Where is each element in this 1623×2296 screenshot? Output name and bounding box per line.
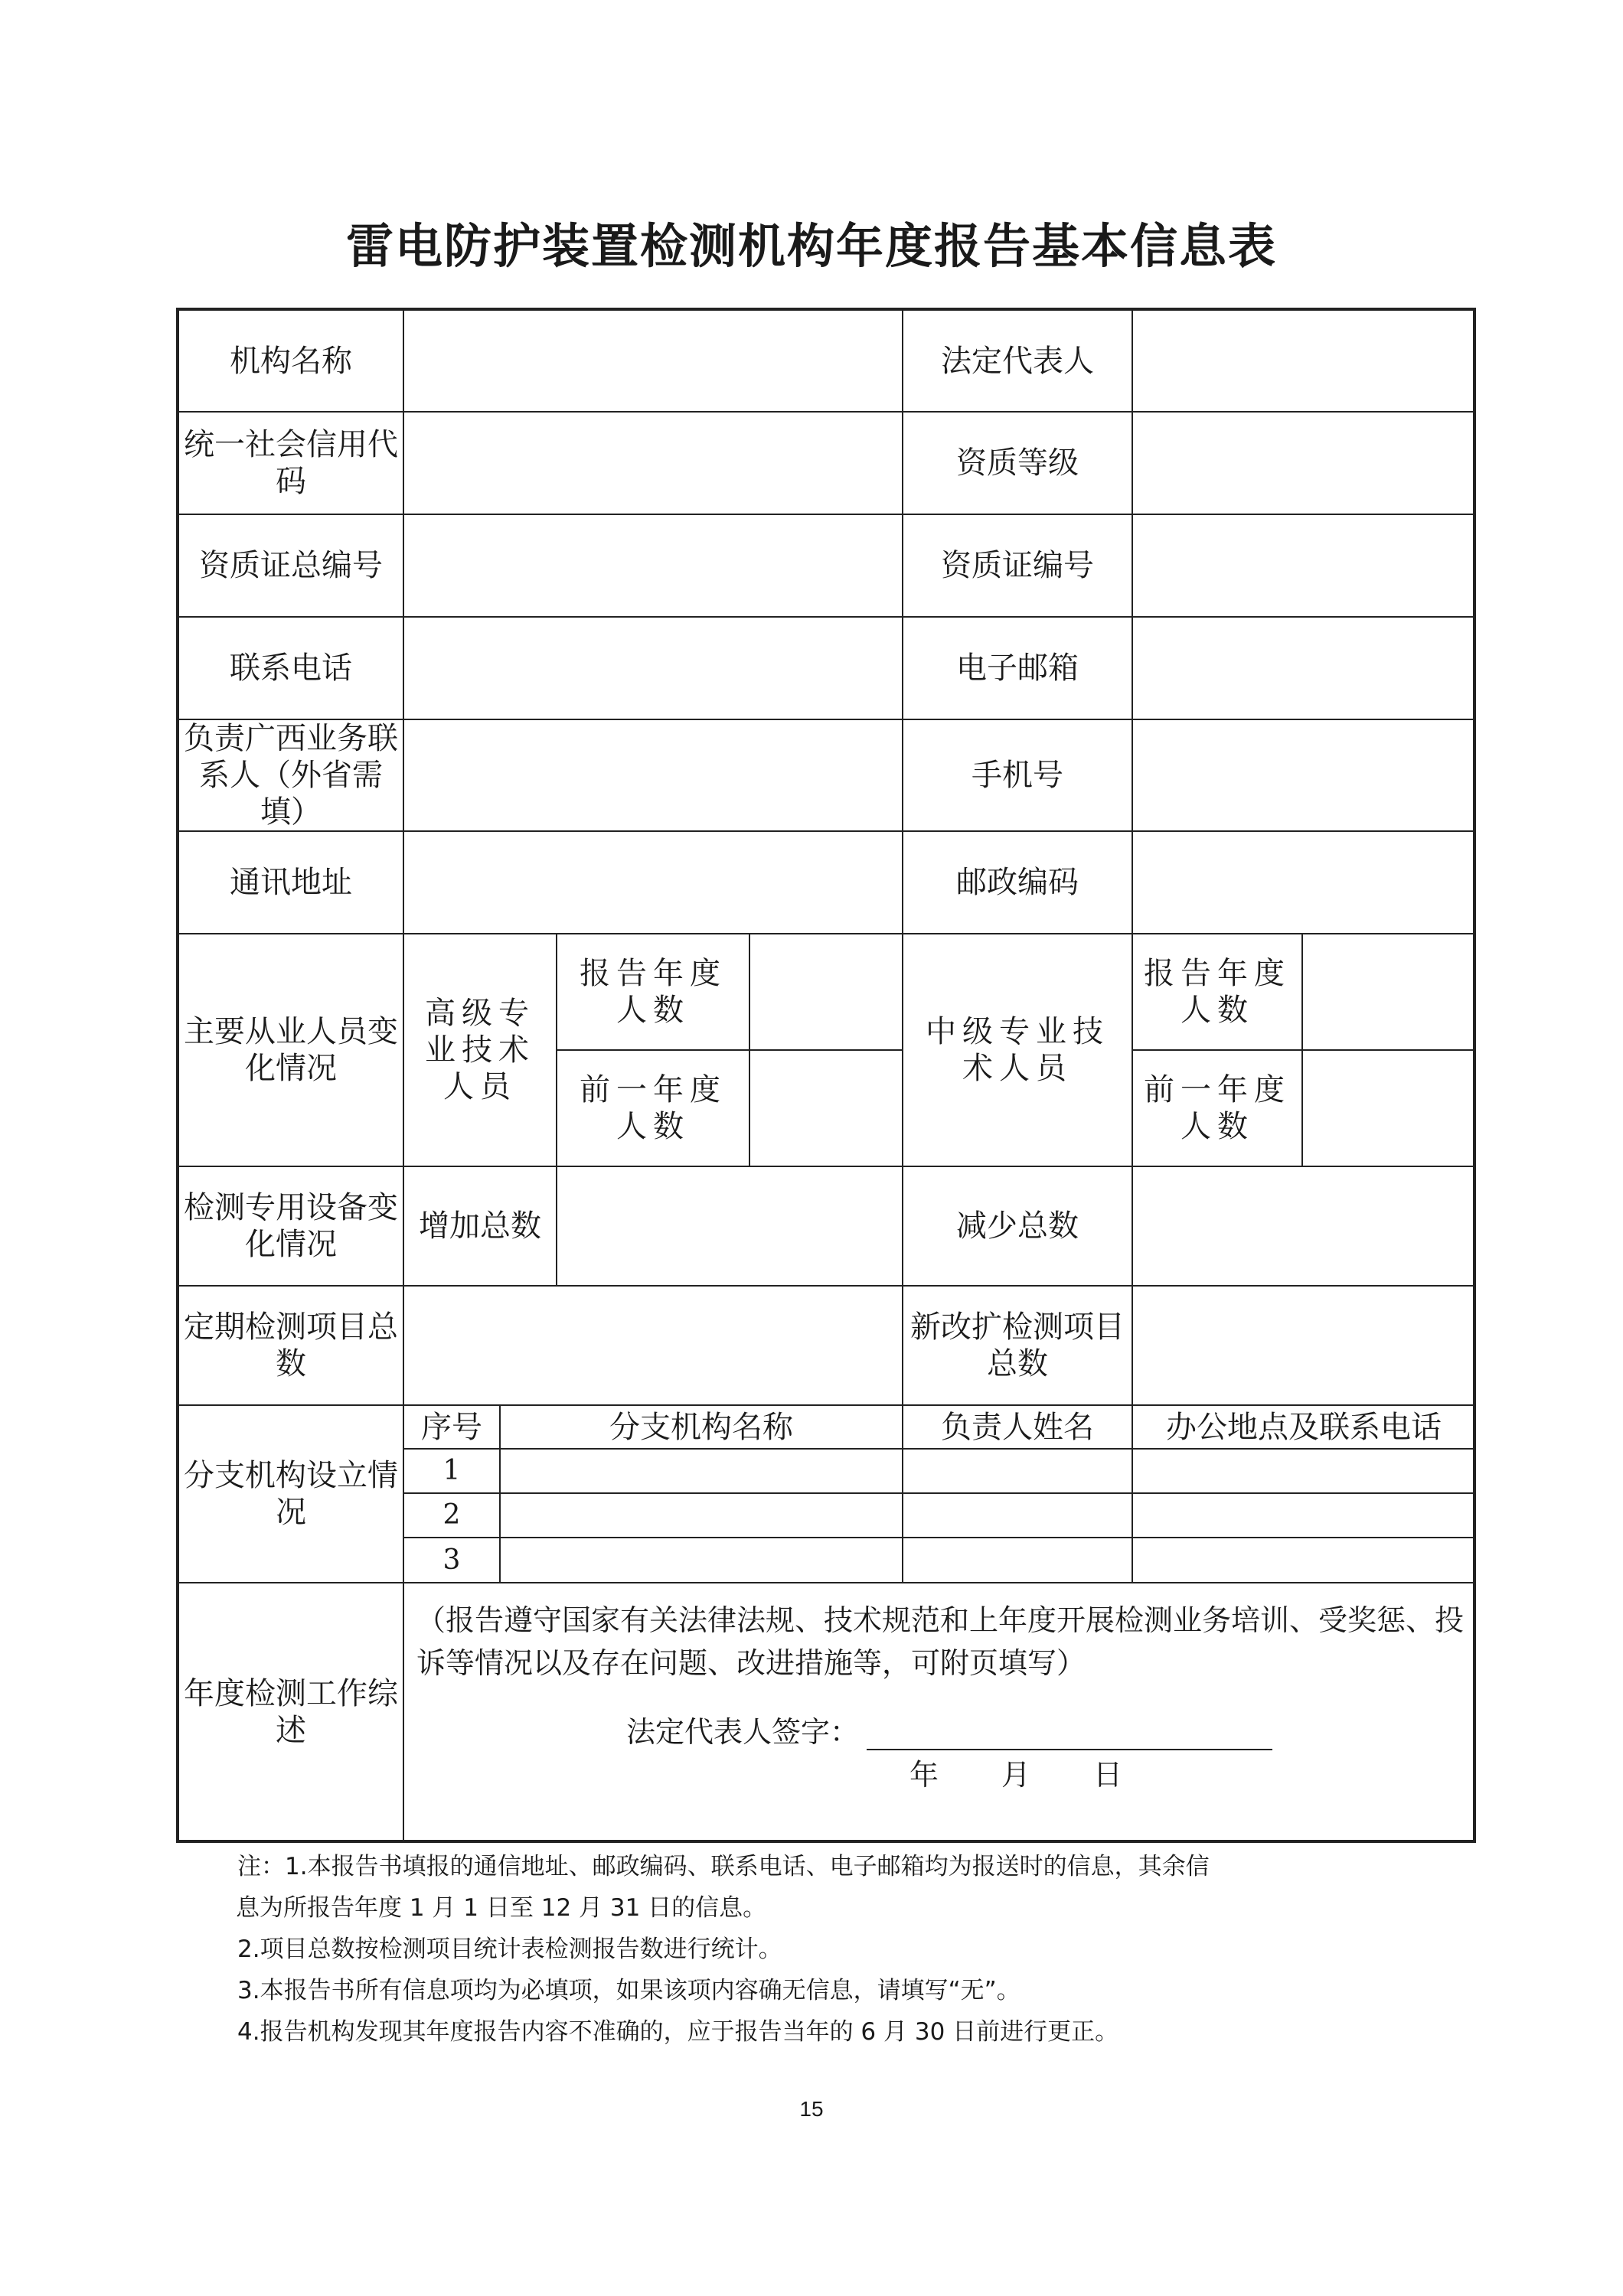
branch-row-office[interactable] [1132, 1449, 1474, 1493]
phone-label: 联系电话 [178, 617, 403, 719]
branch-setup-label: 分支机构设立情况 [178, 1405, 403, 1583]
senior-prev-year-value[interactable] [749, 1050, 903, 1166]
decrease-total-label: 减少总数 [903, 1166, 1132, 1286]
branch-row-office[interactable] [1132, 1493, 1474, 1538]
postcode-value[interactable] [1132, 831, 1474, 934]
periodic-items-value[interactable] [403, 1286, 903, 1405]
branch-row-name[interactable] [500, 1449, 903, 1493]
branch-table-cell [403, 1405, 1474, 1583]
summary-instruction: （报告遵守国家有关法律法规、技术规范和上年度开展检测业务培训、受奖惩、投诉等情况以及存在问题、改进措施等，可附页填写） [416, 1603, 1465, 1680]
periodic-items-label: 定期检测项目总数 [178, 1286, 403, 1405]
branch-table [404, 1406, 1474, 1582]
legal-rep-value[interactable] [1132, 309, 1474, 412]
branch-header-no: 序号 [404, 1406, 500, 1449]
note-4: 4.报告机构发现其年度报告内容不准确的，应于报告当年的 6 月 30 日前进行更正。 [237, 2018, 1119, 2046]
cert-total-no-value[interactable] [403, 514, 903, 617]
page-number: 15 [799, 2097, 824, 2121]
branch-row-manager[interactable] [903, 1493, 1132, 1538]
branch-row-manager[interactable] [903, 1449, 1132, 1493]
branch-row-office[interactable] [1132, 1538, 1474, 1582]
senior-tech-label: 高级专业技术人员 [403, 934, 557, 1166]
cert-no-label: 资质证编号 [903, 514, 1132, 617]
annual-summary-label: 年度检测工作综述 [178, 1583, 403, 1841]
branch-row-no: 1 [404, 1449, 500, 1493]
annual-summary-cell[interactable] [403, 1583, 1474, 1841]
cert-total-no-label: 资质证总编号 [178, 514, 403, 617]
signature-row [404, 1715, 1473, 1750]
note-1-cont: 息为所报告年度 1 月 1 日至 12 月 31 日的信息。 [236, 1894, 767, 1922]
legal-rep-label: 法定代表人 [903, 309, 1132, 412]
signature-line[interactable] [867, 1721, 1272, 1750]
notes [237, 1846, 1470, 2053]
gx-contact-label: 负责广西业务联系人（外省需填） [178, 719, 403, 831]
branch-row-no: 3 [404, 1538, 500, 1582]
senior-report-year-value[interactable] [749, 934, 903, 1050]
note-1: 注：1.本报告书填报的通信地址、邮政编码、联系电话、电子邮箱均为报送时的信息，其余信 [237, 1853, 1210, 1880]
branch-header-name: 分支机构名称 [500, 1406, 903, 1449]
mid-report-year-label: 报告年度人数 [1132, 934, 1302, 1050]
mobile-value[interactable] [1132, 719, 1474, 831]
signature-label: 法定代表人签字： [626, 1715, 860, 1749]
new-items-value[interactable] [1132, 1286, 1474, 1405]
qual-level-label: 资质等级 [903, 412, 1132, 514]
credit-code-label: 统一社会信用代码 [178, 412, 403, 514]
branch-header-office: 办公地点及联系电话 [1132, 1406, 1474, 1449]
date-label: 年 月 日 [909, 1757, 1125, 1792]
address-value[interactable] [403, 831, 903, 934]
equip-change-label: 检测专用设备变化情况 [178, 1166, 403, 1286]
mid-prev-year-label: 前一年度人数 [1132, 1050, 1302, 1166]
increase-total-label: 增加总数 [403, 1166, 557, 1286]
new-items-label: 新改扩检测项目总数 [903, 1286, 1132, 1405]
note-2: 2.项目总数按检测项目统计表检测报告数进行统计。 [237, 1936, 782, 1963]
form-title: 雷电防护装置检测机构年度报告基本信息表 [345, 218, 1277, 274]
branch-row-name[interactable] [500, 1538, 903, 1582]
qual-level-value[interactable] [1132, 412, 1474, 514]
phone-value[interactable] [403, 617, 903, 719]
postcode-label: 邮政编码 [903, 831, 1132, 934]
info-form-table [176, 308, 1476, 1843]
senior-prev-year-label: 前一年度人数 [557, 1050, 749, 1166]
gx-contact-value[interactable] [403, 719, 903, 831]
org-name-label: 机构名称 [178, 309, 403, 412]
address-label: 通讯地址 [178, 831, 403, 934]
email-value[interactable] [1132, 617, 1474, 719]
mid-tech-label: 中级专业技术人员 [903, 934, 1132, 1166]
increase-total-value[interactable] [557, 1166, 903, 1286]
cert-no-value[interactable] [1132, 514, 1474, 617]
branch-header-manager: 负责人姓名 [903, 1406, 1132, 1449]
mid-report-year-value[interactable] [1302, 934, 1474, 1050]
decrease-total-value[interactable] [1132, 1166, 1474, 1286]
senior-report-year-label: 报告年度人数 [557, 934, 749, 1050]
branch-row-manager[interactable] [903, 1538, 1132, 1582]
branch-row-name[interactable] [500, 1493, 903, 1538]
mobile-label: 手机号 [903, 719, 1132, 831]
credit-code-value[interactable] [403, 412, 903, 514]
note-3: 3.本报告书所有信息项均为必填项，如果该项内容确无信息，请填写“无”。 [237, 1977, 1020, 2004]
staff-change-label: 主要从业人员变化情况 [178, 934, 403, 1166]
email-label: 电子邮箱 [903, 617, 1132, 719]
org-name-value[interactable] [403, 309, 903, 412]
mid-prev-year-value[interactable] [1302, 1050, 1474, 1166]
branch-row-no: 2 [404, 1493, 500, 1538]
